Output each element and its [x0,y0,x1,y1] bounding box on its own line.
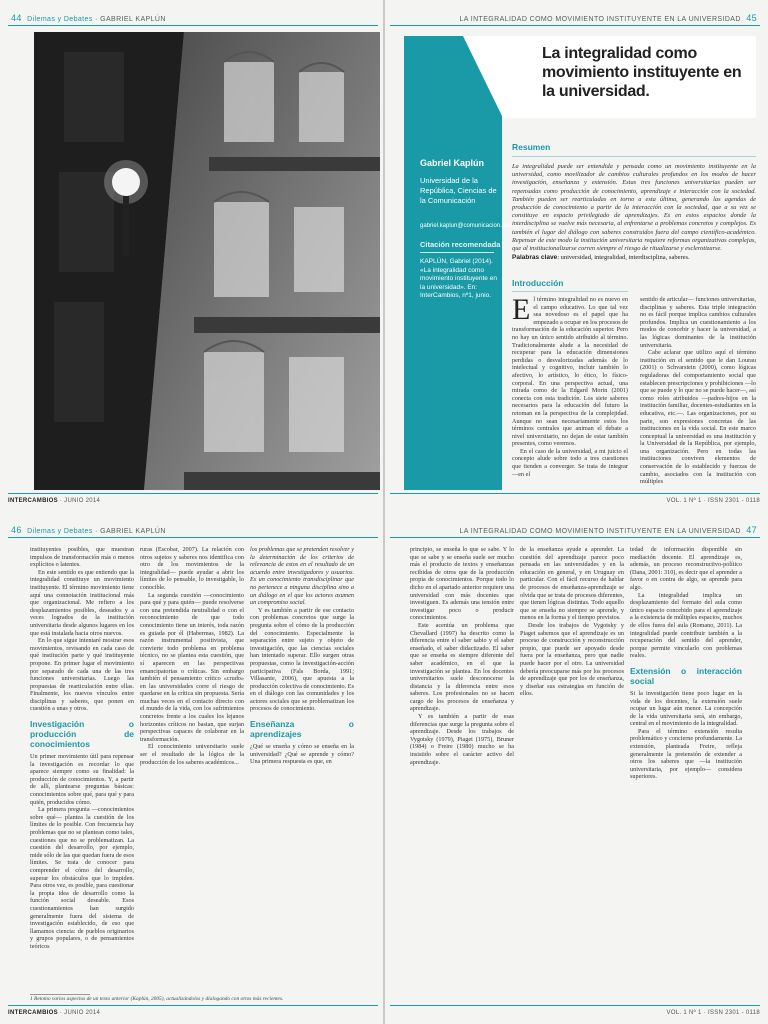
header-rule [390,537,760,538]
right-page-header [459,13,760,23]
body-paragraph: ¿Qué se enseña y cómo se enseña en la universidad? ¿Qué se aprende y cómo? Una primera respuesta es que, en [250,743,354,766]
header-rule [8,537,378,538]
citation-heading: Citación recomendada [420,240,501,249]
body-paragraph: Y es también a partir de esas diferencias que surge la pregunta sobre el aprendizaje. Desde los trabajos de Vygotsky (1979), Piaget (1975), Bruner (1984) o Freire (1980) mucho se ha insistido sobre el carácter activo del aprendizaje. [410,713,514,766]
right-page-header [459,525,760,535]
author-email-link[interactable]: gabriel.kaplun@comunicacion.edu.uy [420,223,520,229]
header-rule [8,25,378,26]
intro-column-2 [640,296,756,488]
running-title: LA INTEGRALIDAD COMO MOVIMIENTO INSTITUYENTE EN LA UNIVERSIDAD [459,16,741,23]
header-section: Dilemas y Debates [27,16,93,23]
body-paragraph: Desde los trabajos de Vygotsky y Piaget sabemos que el aprendizaje es un proceso de construcción y reconstrucción propio, que puede ser apoyado desde fuera por la enseñanza, pero que nadie puede hacer por el otro. La universidad debería preocuparse más por los procesos de aprendizaje que por los de enseñanza, y diseñar sus estrategias en función de ellos. [520,621,624,698]
footnote-rule [30,994,90,995]
page46-column-3 [250,546,354,990]
body-paragraph: La primera pregunta —conocimientos sobre qué— plantea la cuestión de los límites de lo posible. Con frecuencia hay problemas que no se plantean como tales, cuestiones que no se problematizan. La cuestión del desarrollo, por ejemplo, mide sólo de las que quedan fuera de esos límites. Se trata de conocer para comprender el cómo del desarrollo, superar los obstáculos que lo impiden. Para otros vez, es posible, para cuestionar la propia idea de desarrollo como la función social deseable. Esos cuestionamientos han surgido generalmente fuera del sistema de investigación establecido, de eso que llamamos ciencia: de pueblos originarios y grupos populares, o de pensamientos teóricos [30,806,134,950]
abstract-heading: Resumen [512,142,551,152]
page-gutter [383,512,385,1024]
intro-paragraph: En el caso de la universidad, a mi juicio el concepto alude sobre todo a tres cuestiones que tienden a converger. Se trata de integrar —en el [512,447,628,478]
body-paragraph: ruras (Escobar, 2007). La relación con otros sujetos y saberes nos identifica con otro de los movimientos de la integralidad— puede ayudar a abrir los límites de lo pensable, lo investigable, lo conocible. [140,546,244,591]
page-gutter [383,0,385,512]
footer-rule [390,493,760,494]
body-paragraph: tedad de información disponible sin mediación docente. El aprendizaje es, además, un proceso reconstructivo-político (Dana, 2001: 310), es decir que el aprender a favor o en contra de algo, se aprende para algo. [630,546,742,591]
footnote: 1 Retomo varios aspectos de un texto anterior (Kaplún, 2005), actualizándolos y dialogando con otros más recientes. [30,996,284,1002]
building-facade-photo [34,32,380,490]
left-page-header: 46 Dilemas y Debates · GABRIEL KAPLÚN [11,525,166,535]
section-heading-investigacion: Investigación o producción de conocimientos [30,719,134,750]
page47-column-3 [630,546,742,998]
intro-heading: Introducción [512,278,564,288]
article-title: La integralidad como movimiento instituyente en la universidad. [542,45,742,100]
left-page-footer: INTERCAMBIOS · JUNIO 2014 [8,498,101,504]
keywords-label: Palabras clave [512,254,558,261]
page47-column-2 [520,546,624,998]
keywords-list: : universidad, integralidad, interdisciplina, saberes. [557,254,690,261]
body-paragraph: de la enseñanza ayude a aprender. La cuestión del aprendizaje parece poco pensada en las universidades y en la educación en general, y en Uruguay en particular. Con el fácil recurso de hablar de procesos de enseñanza-aprendizaje se olvida que se trata de procesos diferentes, que tienen lógicas distintas. Todo aquello que se enseña no siempre se aprende, y menos en la forma y el tiempo previstos. [520,546,624,622]
body-paragraph: principio, se enseña lo que se sabe. Y lo que se sabe y se enseña suele ser mucho más el producto de textos y enseñanzas recibidas de otros que de la producción propia de conocimientos. Porque todo lo dicho en el apartado anterior requiere una universidad con más docentes que investiguen. Es además una tensión entre investigar poco o producir conocimientos. [410,546,514,622]
section-heading-ensenanza: Enseñanza o aprendizajes [250,719,354,740]
citation-rule [420,252,494,253]
spread-pages-46-47 [0,512,768,1024]
body-paragraph: La segunda cuestión —conocimiento para qué y para quién— puede resolverse con una pretendida neutralidad o con el reconocimiento de que todo conocimiento tiene un interés, toda razón es guiada por él (Habermas, 1982). La razón instrumental positivista, que convierte todo problema en problema técnico, no se plantea esta cuestión, que sí aparecen en las perspectivas emancipatorias o críticas. Sin embargo también el pensamiento crítico «crudo» en las universidades corre el riesgo de quedarse en la crítica sin propuesta. Sería muchas veces en el contacto directo con el mundo de la vida, con los sufrimientos concretos frente a los cuales los lejanos horizontes críticos no bastan, que surjan perspectivas capaces de colaborar en la transformación. [140,591,244,743]
quote-paragraph: los problemas que se pretenden resolver y la determinación de los criterios de relevancia de estos en el resultado de un acuerdo entre investigadores y usuarios. Es un conocimiento transdisciplinar que no pertenece a ninguna disciplina sino a un diálogo en el que los actores asumen un compromiso social. [250,546,354,607]
intro-paragraph: Cabe aclarar que utilizo aquí el término institución en el sentido que le dan Lourau (2001) o Schvarstein (2000), como lógicas reguladoras del comportamiento social que establecen prescripciones y prohibiciones —lo que se puede y lo que no se puede hacer—, así como roles atribuidos —padres-hijos en la institución familiar, docentes-estudiantes en la educativa, etc.—. Las organizaciones, por su parte, son expresiones concretas de las instituciones en la vida social. En este marco conceptual la universidad es una institución y la Universidad de la República, por ejemplo, una organización. Pero en todas las instituciones conviven elementos de conservación de lo establecido y fuerzas de cambio, asociados con la institución con múltiples [640,349,756,486]
intro-paragraph: sentido de articular— funciones universitarias, disciplinas y saberes. Esta triple integración no es fácil porque implica cambios culturales profundos. Implica un cuestionamiento a los modos de concebir y hacer la universidad, a las lógicas dominantes de la institución universitaria. [640,296,756,349]
author-sidebar [404,118,520,490]
body-paragraph: La integralidad implica un desplazamiento del formato del aula como único espacio concebido para el aprendizaje a la existencia de múltiples espacios, muchos de ellos fuera del aula (Romano, 2011). La integralidad puede contribuir también a la recuperación del sentido del aprender, porque permite vincularlo con problemas reales. [630,591,742,660]
intro-rule [512,291,628,292]
body-paragraph: instituyentes posibles, que muestran impulsos de transformación más o menos explícitos o latentes. [30,546,134,569]
page46-column-2 [140,546,244,990]
abstract-rule [512,156,756,157]
body-paragraph: El conocimiento universitario suele ser el resultado de la lógica de la producción de los saberes académicos... [140,743,244,766]
footer-rule [8,1005,378,1006]
body-paragraph: En este sentido es que entiendo que la integralidad constituye un movimiento instituyente. El término movimiento tiene aquí una connotación institucional más que organizacional. Me refiero a los desplazamientos posibles, deseados y a veces logrados de la institución universitaria desde algunos lugares en los que está instalada hacia otros nuevos. [30,568,134,637]
intro-paragraph: El término integralidad no es nuevo en el campo educativo. Lo que tal vez sea novedoso es el papel que ha empezado a ocupar en los procesos de transformación de la educación superior. Pero no hay un único sentido atribuido al término. Tradicionalmente alude a la necesidad de recuperar para la educación dimensiones perdidas o desvalorizadas además de lo intelectual y cognitivo, incluir también lo afectivo, lo artístico, lo ético, lo físico-corporal. En una perspectiva actual, una mirada como de la Edgard Morin (2001) conecta con esta tradición. Los siete saberes necesarios para la educación del futuro la retoman en la perspectiva de la complejidad. Aunque no sean necesariamente estos los términos centrales que animan el debate a nivel universitario, no dejan de estar también presentes, como veremos. [512,296,628,448]
author-affiliation: Universidad de la República, Ciencias de la Comunicación [420,176,497,205]
page-number: 46 [11,525,22,535]
header-author: GABRIEL KAPLÚN [100,528,166,535]
running-title: LA INTEGRALIDAD COMO MOVIMIENTO INSTITUYENTE EN LA UNIVERSIDAD [459,528,741,535]
abstract-text: La integralidad puede ser entendida y pensada como un movimiento instituyente en la universidad, como movilizador de cambios culturales profundos en los modos de hacer investigación, enseñanza y extensión. Estas tres funciones universitarias pueden ser repensadas como producción de conocimiento, aprendizaje e interacción con la sociedad. También pueden ser rearticuladas en torno a esta última, generando las agendas de producción de conocimiento a partir de la interacción con la sociedad, que a su vez se constituye en espacio privilegiado de aprendizajes. Es en estos espacios donde la interdisciplina se vuelve más necesaria, al enfrentarse a problemas concretos y complejos. Es también el lugar del diálogo con saberes construidos fuera del campo científico-académico. Repensar de este modo la institución universitaria requiere reformas organizativas complejas, que al institucionalizarse corren siempre el riesgo de ritualizarse y esclerotizarse. [512,163,756,253]
intro-column-1 [512,296,628,488]
header-rule [390,25,760,26]
left-page-footer: INTERCAMBIOS · JUNIO 2014 [8,1010,101,1016]
page-number: 44 [11,13,22,23]
body-paragraph: Este acentúa un problema que Chevallard (1997) ha descrito como la diferencia entre el saber sabio y el saber enseñado, el saber didactizado. El saber que se enseña es siempre diferente del saber académico, en el que la investigación se plantea. En los docentes universitarios suele desconocerse la distancia y la diferencia entre esos saberes. Los profesionales no se hacen cargo de los procesos de enseñanza y aprendizaje. [410,621,514,713]
section-heading-extension: Extensión o interacción social [630,665,742,686]
citation-text: KAPLÚN, Gabriel (2014). «La integralidad como movimiento instituyente en la universidad». En: InterCambios, nº1, junio. [420,258,497,299]
page46-column-1 [30,546,134,990]
article-title-block [404,36,756,118]
body-paragraph: Un primer movimiento útil para repensar la investigación es recordar lo que aparece siempre como su finalidad: la producción de conocimientos. Y, a partir de allí, plantearse preguntas básicas: conocimientos sobre qué, para qué y para quién, producidos cómo. [30,753,134,806]
header-author: GABRIEL KAPLÚN [100,16,166,23]
body-paragraph: En lo que sigue intentaré mostrar esos movimientos, revisando en cada caso de qué institución parte y qué instituyente propone. En primer lugar el movimiento por separado de cada una de las tres funciones universitarias. Luego las propuestas de rearticulación entre ellas. Finalmente, los nuevos vínculos entre disciplinas y saberes, que ponen en cuestión a unas y otros. [30,637,134,713]
keywords [512,254,756,262]
left-page-header: 44 Dilemas y Debates · GABRIEL KAPLÚN [11,13,166,23]
body-paragraph: Y es también a partir de ese contacto con problemas concretos que surge la pregunta sobre el cómo de la producción del conocimiento. Especialmente la separación entre sujeto y objeto de investigación, que las ciencias sociales han intentado superar. Ello surgen otras propuestas, como la investigación-acción participativa (Fals Borda, 1991; Villasante, 2006), que apuesta a la producción colectiva de conocimiento. Es en el diálogo con las comunidades y los actores sociales que se problematizan los procesos de conocimiento. [250,606,354,713]
title-accent-bar [404,36,502,118]
footer-rule [390,1005,760,1006]
right-page-footer: VOL. 1 Nº 1 · ISSN 2301 - 0118 [666,1010,760,1016]
body-paragraph: Para el término extensión resulta problemático y concierne profundamente. La extensión, planteada Freire, refleja generalmente la pretensión de extender a otros los saberes que —la institución universitaria, por ejemplo— considera superiores. [630,727,742,781]
body-paragraph: Si la investigación tiene poco lugar en la vida de los docentes, la extensión suele ocupar un lugar aún menor. La concepción de la vida universitaria será, sin embargo, central en el movimiento de la integralidad. [630,689,742,728]
right-page-footer: VOL. 1 Nº 1 · ISSN 2301 - 0118 [666,498,760,504]
author-name: Gabriel Kaplún [420,158,485,168]
drop-cap: E [512,296,531,326]
header-section: Dilemas y Debates [27,528,93,535]
page47-column-1 [410,546,514,998]
page-number: 45 [746,13,757,23]
footer-rule [8,493,378,494]
page-number: 47 [746,525,757,535]
